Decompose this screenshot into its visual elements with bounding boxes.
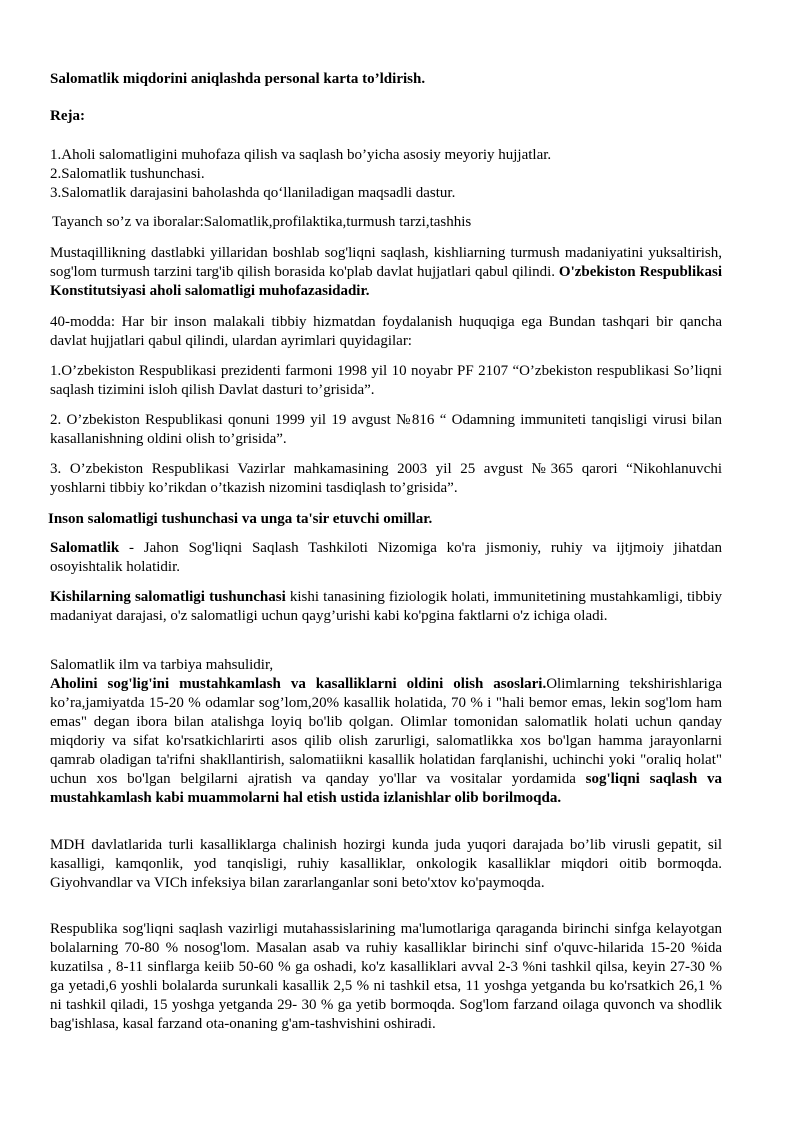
definition-term: Kishilarning salomatligi tushunchasi xyxy=(50,589,286,605)
document-item-1: 1.O’zbekiston Respublikasi prezidenti farmoni 1998 yil 10 noyabr PF 2107 “O’zbekiston respublikasi So’liqni saqlash tizimini isloh qilish Davlat dasturi to’grisida”. xyxy=(50,363,722,398)
plan-item: 3.Salomatlik darajasini baholashda qo‘llaniladigan maqsadli dastur. xyxy=(50,185,456,201)
document-title: Salomatlik miqdorini aniqlashda personal karta to’ldirish. xyxy=(50,71,426,87)
foundations-paragraph xyxy=(50,675,722,808)
plan-list xyxy=(50,146,722,203)
section-heading: Inson salomatligi tushunchasi va unga ta'sir etuvchi omillar. xyxy=(48,511,433,527)
intro-text: Mustaqillikning dastlabki yillaridan boshlab sog'liqni saqlash, kishliarning turmush madaniyatini yuksaltirish, sog'lom turmush tarzini targ'ib qilish borasida ko'plab davlat hujjatlari qabul qilindi. xyxy=(50,245,722,280)
keywords-line: Tayanch so’z va iboralar:Salomatlik,profilaktika,turmush tarzi,tashhis xyxy=(52,214,472,230)
document-item-2: 2. O’zbekiston Respublikasi qonuni 1999 yil 19 avgust №816 “ Odamning immuniteti tanqisligi virusi bilan kasallanishning oldini olish to’grisida”. xyxy=(50,412,722,447)
document-item-3: 3. O’zbekiston Respublikasi Vazirlar mahkamasining 2003 yil 25 avgust №365 qarori “Nikohlanuvchi yoshlarni tibbiy ko’rikdan o’tkazish nizomini tasdiqlash to’grisida”. xyxy=(50,461,722,496)
plan-heading: Reja: xyxy=(50,108,85,124)
constitution-statement: O'zbekiston Respublikasi Konstitutsiyasi aholi salomatligi muhofazasidadir. xyxy=(50,264,722,299)
definition-term: Salomatlik xyxy=(50,540,120,556)
cis-paragraph: MDH davlatlarida turli kasalliklarga chalinish hozirgi kunda juda yuqori darajada bo’lib virusli gepatit, sil kasalligi, kamqonlik, yod tanqisligi, ruhiy kasalliklar, onkologik kasalliklar miqdori oitib bormoqda. Giyohvandlar va VICh infeksiya bilan zararlanganlar soni beto'xtov ko'paymoqda. xyxy=(50,837,722,891)
foundations-heading: Aholini sog'lig'ini mustahkamlash va kasalliklarni oldini olish asoslari. xyxy=(50,676,547,692)
foundations-text: Olimlarning tekshirishlariga ko’ra,jamiyatda 15-20 % odamlar sog’lom,20% kasallik holatida, 70 % i "hali bemor emas, lekin sog'lom ham emas" degan ibora bilan atalishga loyiq bo'lib qolgan. Olimlar tomonidan salomatlik holati uchun qanday miqdoriy va sifat ko'rsatkichlarirti asos qilib olish zarurligi, salomatlikka xos bo'lgan hamma jarayonlarni qamrab oladigan ta'rifni shakllantirish, salomatiikni kasallik holatidan farqlanishi, uchinchi yoki "oraliq holat" uchun xos bo'lgan belgilarni ajratish va qanday yo'llar va vositalar yordamida xyxy=(50,676,722,787)
definition-kishilar xyxy=(50,588,722,626)
ministry-paragraph: Respublika sog'liqni saqlash vazirligi mutahassislarining ma'lumotlariga qaraganda birinchi sinfga kelayotgan bolalarning 70-80 % nosog'lom. Masalan asab va ruhiy kasalliklar birinchi sinf o'quvc-hilarida 15-20 %ida kuzatilsa , 8-11 sinflarga keiib 50-60 % ga oshadi, ko'z kasalliklari avval 2-3 %ni tashkil qilsa, keyin 27-30 % ga yetadi,6 yoshli bolalarda surunkali kasallik 2,5 % ni tashkil etsa, 11 yoshga yetganda bu ko'rsatkich 26,1 % ni tashkil qiladi, 15 yoshga yetganda 29- 30 % ga yetib bormoqda. Sog'lom farzand oilaga quvonch va shodlik bag'ishlasa, kasal farzand ota-onaning g'am-tashvishini oshiradi. xyxy=(50,921,722,1032)
plan-item: 2.Salomatlik tushunchasi. xyxy=(50,166,205,182)
foundations-conclusion: sog'liqni saqlash va mustahkamlash kabi muammolarni hal etish ustida izlanishlar olib borilmoqda. xyxy=(50,771,722,806)
intro-paragraph xyxy=(50,244,722,301)
definition-text: kishi tanasining fiziologik holati, immunitetining mustahkamligi, tibbiy madaniyat darajasi, o'z salomatligi uchun qayg’urishi kabi ko'pgina faktlarni o'z ichiga oladi. xyxy=(50,589,722,624)
article-40-paragraph: 40-modda: Har bir inson malakali tibbiy hizmatdan foydalanish huquqiga ega Bundan tashqari bir qancha davlat hujjatlari qabul qilindi, ulardan ayrimlari quyidagilar: xyxy=(50,314,722,349)
plan-item: 1.Aholi salomatligini muhofaza qilish va saqlash bo’yicha asosiy meyoriy hujjatlar. xyxy=(50,147,552,163)
definition-text: - Jahon Sog'liqni Saqlash Tashkiloti Nizomiga ko'ra jismoniy, ruhiy va ijtjmoiy jihatdan osoyishtalik holatidir. xyxy=(50,540,722,575)
science-line: Salomatlik ilm va tarbiya mahsulidir, xyxy=(50,657,274,673)
definition-salomatlik xyxy=(50,539,722,577)
